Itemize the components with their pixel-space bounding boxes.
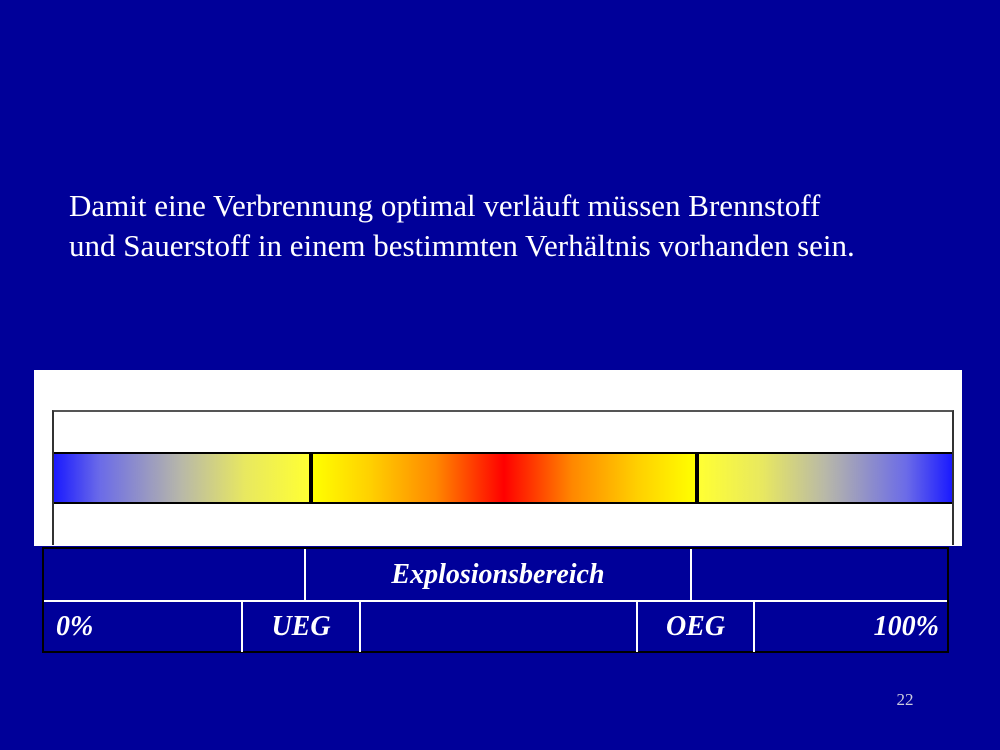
explosion-range-diagram — [34, 370, 962, 546]
scale-label-row — [44, 601, 947, 652]
scale-start-label: 0% — [56, 610, 94, 642]
rich-mixture-segment — [697, 452, 952, 504]
scale-start-cell — [44, 601, 241, 652]
lower-limit-cell — [241, 601, 359, 652]
body-text-line-1: Damit eine Verbrennung optimal verläuft müssen Brennstoff — [69, 188, 821, 223]
upper-limit-label: OEG — [665, 610, 726, 642]
range-label-table — [42, 547, 949, 653]
frame-top-line — [54, 411, 952, 412]
page-number: 22 — [896, 690, 914, 709]
slide-body-text — [69, 186, 969, 266]
scale-end-cell — [753, 601, 947, 652]
explosion-range-label: Explosionsbereich — [391, 558, 605, 590]
upper-limit-cell — [636, 601, 753, 652]
range-label-row — [44, 549, 947, 602]
mixture-gradient-bar — [54, 452, 952, 504]
empty-cell-right — [690, 549, 947, 600]
body-text-line-2: und Sauerstoff in einem bestimmten Verhältnis vorhanden sein. — [69, 228, 855, 263]
lean-mixture-segment — [54, 452, 311, 504]
scale-middle-cell — [359, 601, 636, 652]
explosion-range-cell — [304, 549, 690, 600]
empty-cell-left — [44, 549, 304, 600]
bar-frame — [52, 410, 954, 545]
scale-end-label: 100% — [873, 610, 939, 642]
lower-limit-label: UEG — [271, 610, 331, 642]
explosive-range-segment — [311, 452, 697, 504]
